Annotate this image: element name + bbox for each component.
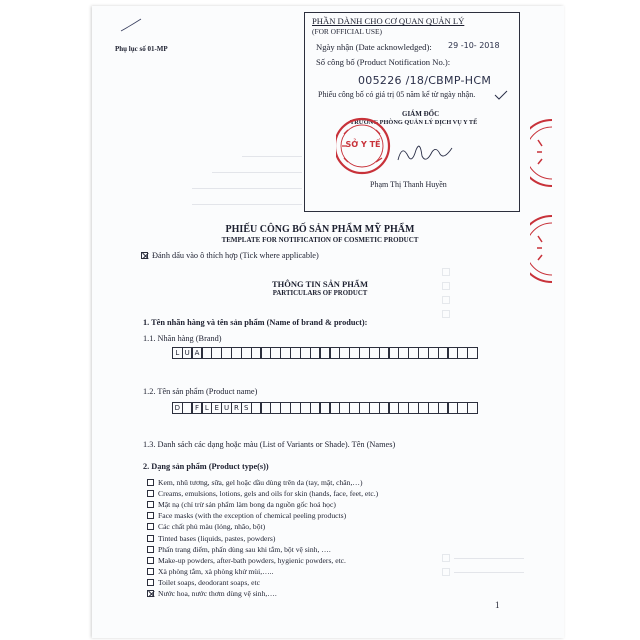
question-brand-product: 1. Tên nhãn hàng và tên sản phẩm (Name of brand & product): [143,318,368,327]
seal-edge-top [530,118,552,188]
product-type-label: Tinted bases (liquids, pastes, powders) [158,533,276,543]
section-title: THÔNG TIN SẢN PHẨM [272,279,368,289]
letter-cell[interactable]: R [231,402,242,414]
letter-cell[interactable] [467,402,478,414]
tick-instruction-text: Đánh dấu vào ô thích hợp (Tick where applicable) [152,251,319,260]
product-type-label: Các chất phủ màu (lỏng, nhão, bột) [158,522,266,532]
letter-cell[interactable]: L [172,347,183,359]
question-product-type: 2. Dạng sản phẩm (Product type(s)) [143,462,269,471]
product-type-option[interactable] [147,522,265,531]
product-type-label: Creams, emulsions, lotions, gels and oils for skin (hands, face, feet, etc.) [158,489,379,499]
product-type-label: Toilet soaps, deodorant soaps, etc [158,577,260,587]
product-type-label: Phấn trang điểm, phấn dùng sau khi tắm, bột vệ sinh, …. [158,544,331,554]
director-title: GIÁM ĐỐC [402,110,440,118]
checkbox[interactable] [147,523,154,530]
notification-number-label: Số công bố (Product Notification No.): [316,57,451,67]
product-type-option[interactable] [147,489,378,498]
checkbox[interactable] [147,490,154,497]
checkbox[interactable] [147,579,154,586]
checkbox[interactable] [147,535,154,542]
official-heading: PHẦN DÀNH CHO CƠ QUAN QUẢN LÝ [312,16,465,26]
letter-cell[interactable]: U [221,402,232,414]
product-type-label: Make-up powders, after-bath powders, hygienic powders, etc. [158,555,346,565]
form-title-en: TEMPLATE FOR NOTIFICATION OF COSMETIC PRODUCT [221,236,419,244]
page-number: 1 [495,600,500,610]
checkbox[interactable] [147,546,154,553]
brand-letter-grid[interactable] [172,347,478,359]
product-type-option[interactable] [147,500,336,509]
appendix-label: Phụ lục số 01-MP [115,45,168,53]
checkbox[interactable] [147,557,154,564]
letter-cell[interactable]: S [241,402,252,414]
checkmark-icon [494,90,508,100]
office-title: TRƯỞNG PHÒNG QUẢN LÝ DỊCH VỤ Y TẾ [350,119,478,126]
question-variants: 1.3. Danh sách các dạng hoặc màu (List of Variants or Shade). Tên (Names) [143,440,396,449]
question-product-name: 1.2. Tên sản phẩm (Product name) [143,387,258,396]
notification-number: 005226 /18/CBMP-HCM [358,74,492,87]
letter-cell[interactable]: A [192,347,203,359]
checked-checkbox[interactable] [147,590,154,597]
product-type-label: Xà phòng tắm, xà phòng khử mùi,….. [158,566,274,576]
signer-name: Phạm Thị Thanh Huyền [370,180,447,189]
product-letter-grid[interactable] [172,402,478,414]
date-label: Ngày nhận (Date acknowledged): [316,42,432,52]
validity-note: Phiếu công bố có giá trị 05 năm kể từ ngày nhận. [318,90,476,99]
section-title-en: PARTICULARS OF PRODUCT [272,290,368,297]
product-type-option[interactable] [147,511,346,520]
question-brand: 1.1. Nhãn hàng (Brand) [143,334,222,343]
product-type-option[interactable] [147,478,363,487]
product-type-label: Face masks (with the exception of chemical peeling products) [158,511,347,521]
letter-cell[interactable]: D [172,402,183,414]
ticked-box-icon [141,252,148,259]
product-type-label: Nước hoa, nước thơm dùng vệ sinh,…. [158,589,277,598]
letter-cell[interactable]: U [182,347,193,359]
product-type-option[interactable] [147,556,346,565]
letter-cell[interactable]: L [202,402,213,414]
pen-mark [120,18,142,32]
checkbox[interactable] [147,568,154,575]
tick-instruction [141,251,319,260]
checkbox[interactable] [147,479,154,486]
letter-cell[interactable]: F [192,402,203,414]
checkbox[interactable] [147,512,154,519]
product-type-option[interactable] [147,567,273,576]
stamp-text: SỞ Y TẾ [345,140,381,149]
checkbox[interactable] [147,501,154,508]
letter-cell[interactable] [467,347,478,359]
date-value: 29 -10- 2018 [448,41,500,50]
product-type-option[interactable] [147,545,331,554]
product-type-label: Kem, nhũ tương, sữa, gel hoặc dầu dùng trên da (tay, mặt, chân,…) [158,478,363,487]
product-type-option[interactable] [147,578,260,587]
form-title: PHIẾU CÔNG BỐ SẢN PHẨM MỸ PHẨM [225,224,415,235]
signature [396,138,454,168]
product-type-option[interactable] [147,534,275,543]
letter-cell[interactable]: E [211,402,222,414]
product-type-label: Mặt nạ (chỉ trừ sản phẩm làm bong da nguồn gốc hoá học) [158,500,336,510]
official-heading-en: (FOR OFFICIAL USE) [312,27,382,36]
product-type-option[interactable] [147,589,277,598]
